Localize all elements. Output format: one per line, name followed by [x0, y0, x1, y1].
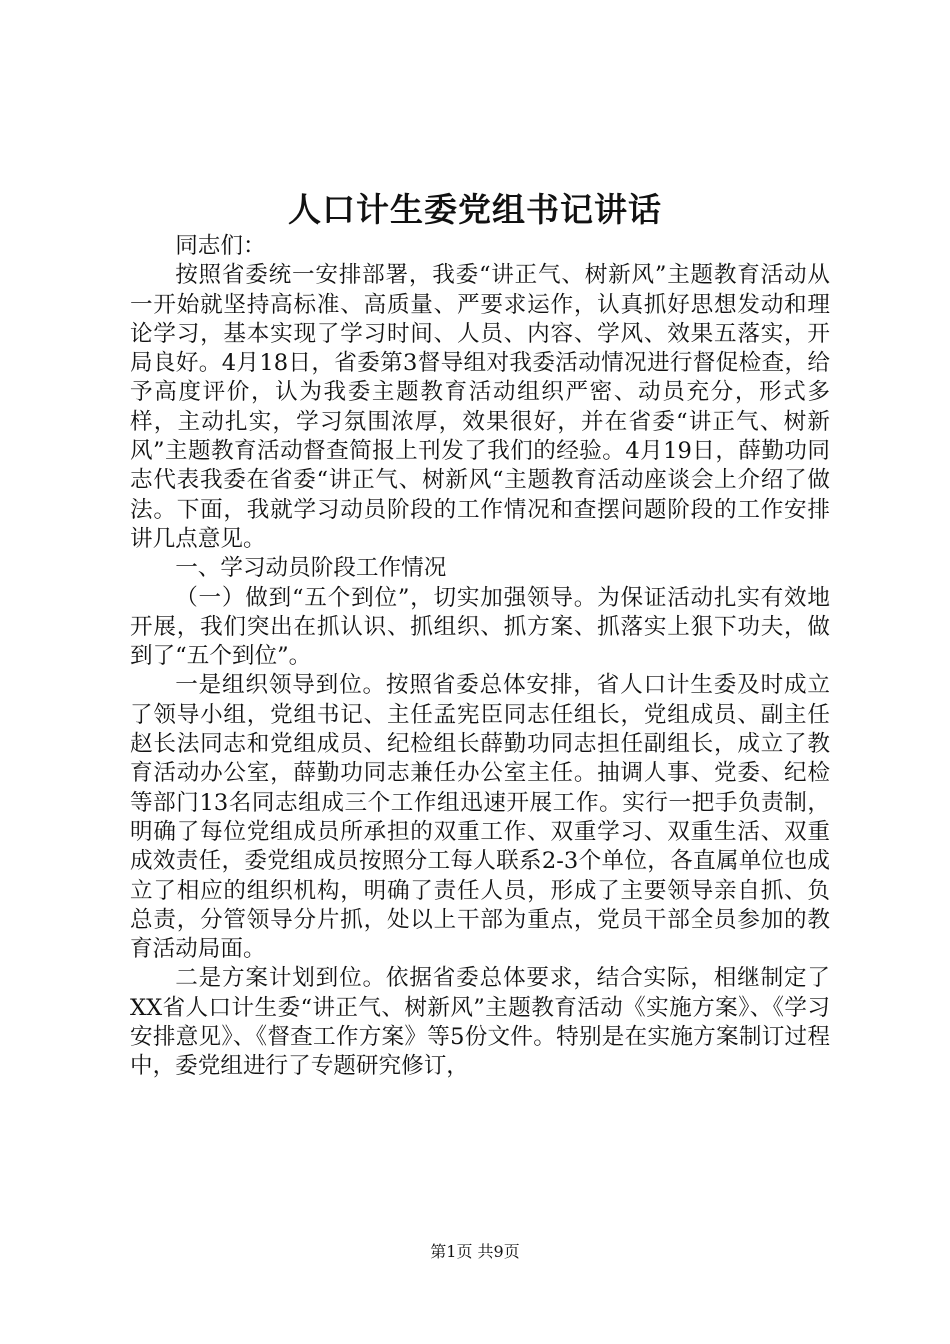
paragraph-salutation: 同志们： — [175, 233, 266, 259]
subsection-heading-1: （一）做到“五个到位”，切实加强领导。为保证活动扎实有效地开展，我们突出在抓认识、抓组织、抓方案、抓落实上狠下功夫，做到了“五个到位”。 — [130, 584, 830, 670]
paragraph-plan: 二是方案计划到位。依据省委总体要求，结合实际，相继制定了XX省人口计生委“讲正气、树新风”主题教育活动《实施方案》、《学习安排意见》、《督查工作方案》等5份文件。特别是在实施方案制订过程中，委党组进行了专题研究修订， — [130, 965, 830, 1080]
document-title: 人口计生委党组书记讲话 — [288, 190, 662, 229]
paragraph-intro: 按照省委统一安排部署，我委“讲正气、树新风”主题教育活动从一开始就坚持高标准、高质量、严要求运作，认真抓好思想发动和理论学习，基本实现了学习时间、人员、内容、学风、效果五落实，开局良好。4月18日，省委第3督导组对我委活动情况进行督促检查，给予高度评价，认为我委主题教育活动组织严密、动员充分，形式多样，主动扎实，学习氛围浓厚，效果很好，并在省委“讲正气、树新风”主题教育活动督查简报上刊发了我们的经验。4月19日，薛勤功同志代表我委在省委“讲正气、树新风“主题教育活动座谈会上介绍了做法。下面，我就学习动员阶段的工作情况和查摆问题阶段的工作安排讲几点意见。 — [130, 262, 830, 552]
page-number-footer: 第1页 共9页 — [430, 1242, 520, 1261]
document-body — [130, 232, 830, 1082]
section-heading-1: 一、学习动员阶段工作情况 — [175, 555, 447, 582]
paragraph-organization: 一是组织领导到位。按照省委总体安排，省人口计生委及时成立了领导小组，党组书记、主任孟宪臣同志任组长，党组成员、副主任赵长法同志和党组成员、纪检组长薛勤功同志担任副组长，成立了教育活动办公室，薛勤功同志兼任办公室主任。抽调人事、党委、纪检等部门13名同志组成三个工作组迅速开展工作。实行一把手负责制，明确了每位党组成员所承担的双重工作、双重学习、双重生活、双重成效责任，委党组成员按照分工每人联系2-3个单位，各直属单位也成立了相应的组织机构，明确了责任人员，形成了主要领导亲自抓、负总责，分管领导分片抓，处以上干部为重点，党员干部全员参加的教育活动局面。 — [130, 672, 830, 963]
